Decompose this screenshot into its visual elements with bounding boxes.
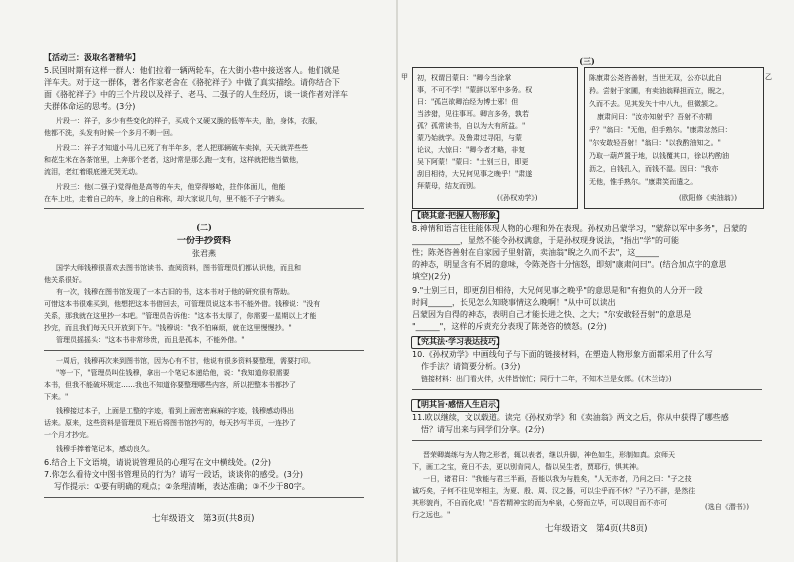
passage-line: 下，画工之宝，竟日不去，更以别肯同人，偕以吴生者，贾耶行，惧其神。 [412, 463, 643, 471]
q5-line: 5.民国时期有这样一群人：他们拉着一辆两轮车，在大街小巷中接送客人。他们就是 [44, 66, 340, 75]
box-line: 久而不去。见其发矢十中八九，但微颔之。 [589, 100, 722, 108]
group-header: 【究其法·学习表达技巧】 [413, 337, 505, 346]
box-line: 刮目相待，大兄何见事之晚乎！"肃遂 [417, 170, 533, 178]
paragraph-line: 钱穆接过本子，上面是工整的字迹，看到上面密密麻麻的字迹，钱穆感动得出 [56, 407, 294, 415]
paragraph-line: 国学大师钱穆很喜欢去图书馆读书、查阅资料，图书管理员们都认识他，而且和 [56, 264, 301, 272]
paragraph-line: "等一下，"管理员叫住钱穆，拿出一个笔记本递给他，说："我知道你很需要 [56, 369, 290, 377]
paragraph-line: 抄完，而且我们每天只开放到下午。"钱穆说："我不怕麻烦，就在这里慢慢抄。" [44, 324, 292, 332]
q11-line: 悟？请写出来与同学们分享。(2分) [421, 425, 545, 434]
paragraph-line: 一周后，钱穆再次来到图书馆，因为心有不甘，他说有很多资料要整理，需要打印。 [56, 357, 315, 365]
q5-line: 洋车夫。对于这一群体，著名作家老舍在《骆驼祥子》中做了真实描绘。请你结合下 [44, 78, 340, 87]
q10-line: 作手法？请简要分析。(3分) [421, 362, 521, 371]
paragraph-line: 他关系很好。 [44, 276, 86, 284]
answer-line [412, 389, 762, 390]
q8-line: 的神态，明显含有不屑的意味，令陈尧咨十分恼怒，即刻"康肃问曰"。(结合加点字的意思 [412, 260, 727, 269]
q9-line: "______"，这样的斥责充分表现了陈尧咨的愤怒。(2分) [412, 322, 607, 331]
paragraph-line: 本书，但我不能破坏规定……我也不知道你要整理哪些内容，所以把整本书都抄了 [44, 381, 296, 389]
page-footer: 七年级语文 第4页(共8页) [545, 524, 648, 534]
box-line: 无他，惟手熟尔。"康肃笑而遣之。 [589, 178, 698, 186]
section-title: (二) [196, 222, 212, 232]
passage-source: (选自《潜书》) [705, 503, 749, 511]
q9-line: 时间______，长见怎么知晓事情这么晚啊！"从中可以读出 [412, 298, 616, 307]
paragraph-line: 可惜这本书很难买到，他想把这本书借回去，可管理员说这本书不能外借。钱穆说："没有 [44, 300, 321, 308]
question-7-requirements: 写作提示：①要有明确的观点；②条理清晰，表达准确；③不少于80字。 [54, 482, 310, 491]
box-line: 乎？"翁曰："无他，但手熟尔。"康肃忿然曰： [589, 126, 732, 134]
passage-line: 诚巧矣，子何不往见宰相主，为夏、殷、周、汉之器，可以尘乎而不休？"子乃不辞，是然往 [412, 487, 696, 495]
box-line: 蒙乃始就学。及鲁肃过寻阳，与蒙 [417, 134, 522, 142]
box-line: 吴下阿蒙！"蒙曰："士别三日，即更 [417, 158, 529, 166]
box-line: 沥之，自钱孔入，而钱不湿。因曰："我亦 [589, 165, 719, 173]
fragment-line: 他都不洗，头发有时候一个多月不剃一回。 [44, 129, 177, 137]
box-label: 甲 [401, 73, 408, 81]
box-line: 乃取一葫芦置于地，以钱覆其口，徐以杓酌油 [589, 152, 729, 160]
article-title: 一份手抄资料 [176, 236, 231, 246]
box-line: 曰："孤岂欲卿治经为博士邪！但 [417, 98, 519, 106]
box-source: (欧阳修《卖油翁》) [679, 194, 737, 202]
box-line: 拜蒙母，结友而别。 [417, 182, 480, 190]
box-line: "尔安敢轻吾射！"翁曰："以我酌油知之。" [589, 139, 721, 147]
box-line: 矜。尝射于家圃，有卖油翁释担而立，睨之， [589, 87, 729, 95]
fragment-line: 流泪，老红着眼底漫无哭无动。 [44, 168, 142, 176]
right-page [397, 0, 794, 562]
article-author: 张君燕 [192, 249, 216, 258]
q8-line: 8.神情和语言往往能体现人物的心理和外在表现。孙权劝吕蒙学习，"蒙辞以军中多务"，吕蒙的 [412, 224, 747, 233]
passage-line: 晋荣卿嵩练与为人物之形者，辄以表者，继以升脚，神色如生，形制如真。京师天 [423, 451, 675, 459]
box-line: 初，权谓吕蒙曰："卿今当涂掌 [417, 74, 512, 82]
box-line: 事，不可不学！"蒙辞以军中多务。权 [417, 86, 533, 94]
group-header: 【明其旨·感悟人生启示】 [413, 400, 505, 409]
fragment-line: 片段一：祥子，多少有些变化的样子，买成个又硬又脆的低等车夫，胎，身体，衣服， [56, 117, 322, 125]
paragraph-line: 有一次，钱穆在图书馆发现了一本古旧的书，这本书对于他的研究很有帮助。 [56, 288, 294, 296]
paragraph-line: 钱穆手捧着笔记本，感动良久。 [56, 445, 154, 453]
passage-line: 一日，诸君曰："我能与君三半画，吾能以我为与胜矣，"人无亦者，乃问之曰："子之技 [423, 475, 692, 483]
box-line: 康肃问曰："汝亦知射乎？吾射不亦精 [597, 113, 713, 121]
box-label: 乙 [765, 73, 772, 81]
box-line: 当涉猎，见往事耳。卿言多务，孰若 [417, 110, 529, 118]
fragment-line: 和花生米在各茶馆里，上奔那个老者，这时常是那么跑一支有，这样就把他当做他， [44, 156, 303, 164]
box-line: 孤？孤常读书，自以为大有所益。" [417, 122, 526, 130]
group-header: 【晓其意·把握人物形象】 [413, 211, 505, 220]
question-6: 6.结合上下文语境，请说说管理员的心理写在文中横线处。(2分) [44, 458, 271, 467]
box-line: 论议，大惊曰："卿今者才略，非复 [417, 146, 526, 154]
fragment-line: 在车上吐，走着自己的车，身上的自称称，却大家说几句，里不能不子宁裤头。 [44, 195, 289, 203]
q5-line: 夫群体命运的思考。(3分) [44, 102, 136, 111]
q9-line: 吕蒙因为自得的神态，表明自己才能长进之快、之大；"尔安敢轻吾射"的意思是 [412, 310, 692, 319]
paragraph-line: 关系，那我就在这里抄一本吧。"管理员告诉他："这本书太厚了，你需要一星期以上才能 [44, 312, 317, 320]
paragraph-line: 一个月才抄完。 [44, 431, 93, 439]
answer-line [412, 440, 762, 441]
fragment-line: 片段三：他(二强子)觉得他是高等的车夫，他穿得够呛，拄作体面儿，他能 [56, 183, 286, 191]
paragraph-line: 话来。原来，这些资料是管理员下班后将图书馆抄写的，每天抄写半页，一连抄了 [44, 419, 296, 427]
section-title: (三) [579, 56, 595, 66]
q8-line: 填空)(2分) [412, 272, 451, 281]
q10-line: 10.《孙权劝学》中画线句子与下面的链接材料，在塑造人物形象方面都采用了什么写 [412, 350, 713, 359]
passage-line: 其形貌肖，不自而化成！"吾若精神宝的而为牟泉，心努而立毕，可以现目而不亦可 [412, 499, 668, 507]
box-source: (《孙权劝学》) [497, 194, 538, 202]
q11-line: 11.欧以继续，文以载道。读完《孙权劝学》和《卖油翁》两文之后，你从中获得了哪些感 [412, 413, 729, 422]
answer-line [44, 350, 364, 351]
activity-header: 【活动三：汲取名著精华】 [44, 53, 140, 62]
q8-line: 性；陈尧咨善射在自家园子里射箭，卖油翁"睨之久而不去"，这______ [412, 248, 660, 257]
q9-line: 9."士别三日，即更刮目相待，大兄何见事之晚乎"的意思是和"有抱负的人分开一段 [412, 286, 703, 295]
page-footer: 七年级语文 第3页(共8页) [152, 514, 255, 524]
answer-line [44, 497, 364, 498]
q5-line: 面《骆驼祥子》中的三个片段以及祥子、老马、二强子的人生经历，谈一谈作者对洋车 [44, 90, 348, 99]
paragraph-line: 下来。" [44, 393, 69, 401]
fragment-line: 片段二：祥子才知道小马儿已死了有半年多，老人把那辆破车卖掉，天天就弄些些 [56, 144, 308, 152]
q10-link-material: 链接材料：出门看火伴，火伴皆惊忙；同行十二年，不知木兰是女郎。(《木兰诗》) [421, 375, 672, 383]
answer-line [44, 208, 364, 209]
passage-line: 行之远也。" [412, 511, 451, 519]
q8-line: ____________，显然不能令孙权满意，于是孙权现身说法，"指出"学"的可能 [412, 236, 680, 245]
question-7: 7.你怎么看待文中图书管理员的行为？请写一段话，谈谈你的感受。(3分) [44, 470, 303, 479]
box-line: 陈康肃公尧咨善射，当世无双，公亦以此自 [589, 74, 722, 82]
paragraph-line: 管理员摇摇头："这本书非常珍贵，而且是孤本，不能外借。" [56, 336, 245, 344]
